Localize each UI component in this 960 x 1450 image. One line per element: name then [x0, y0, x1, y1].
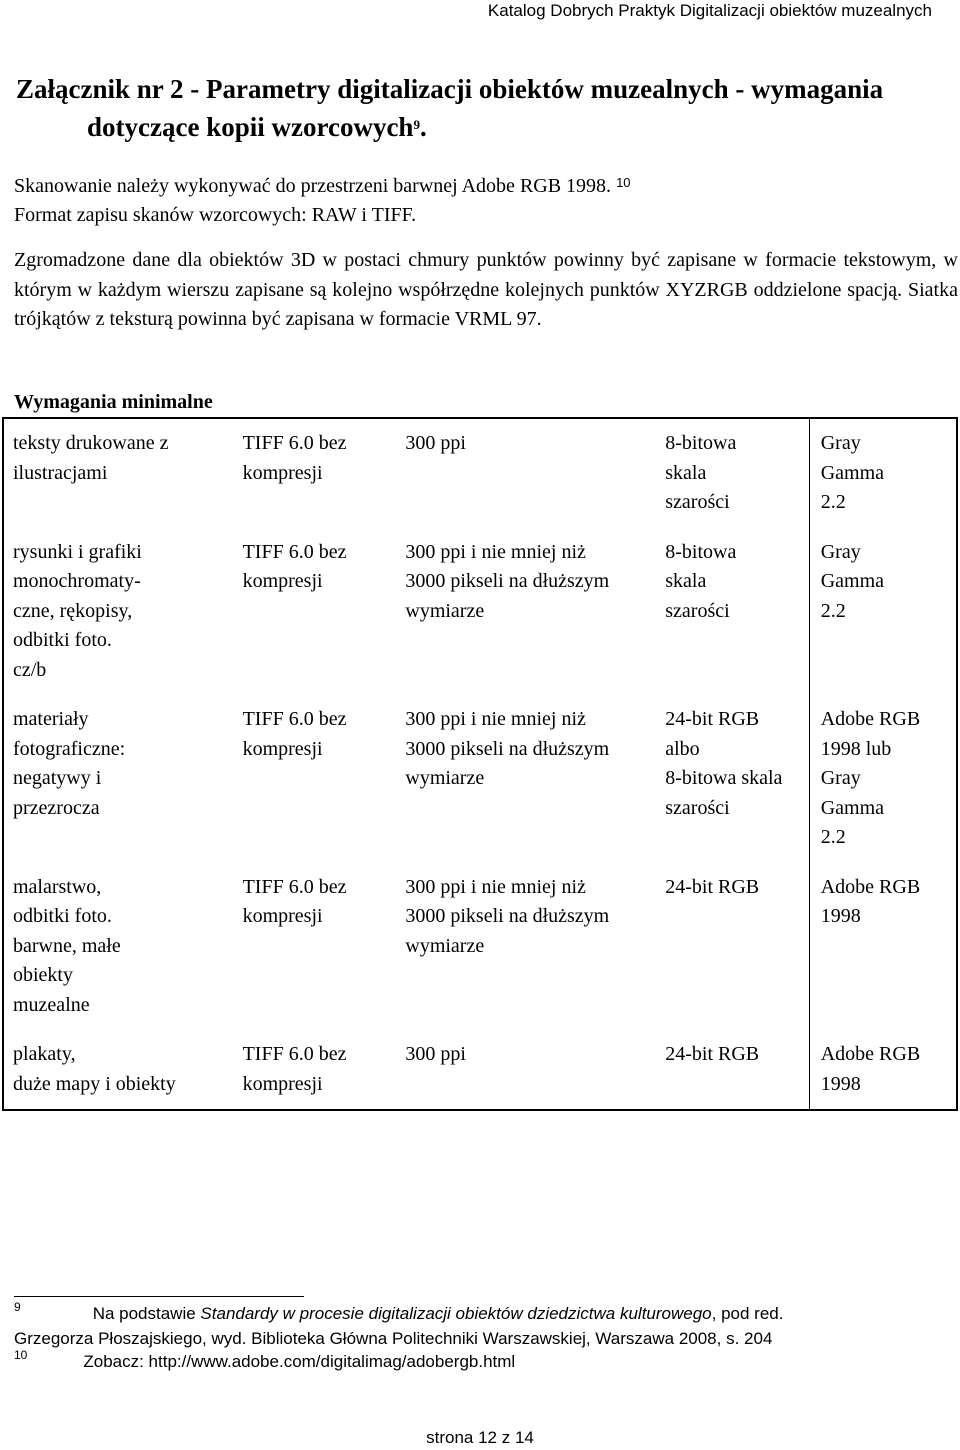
- cell-line: materiały: [13, 708, 89, 730]
- cell-line: kompresji: [242, 737, 323, 760]
- footnotes: [14, 1302, 944, 1375]
- color-profile-cell: [809, 695, 957, 863]
- cell-line: 24-bit RGB: [665, 708, 760, 730]
- cell-line: 300 ppi: [405, 1043, 466, 1065]
- footnote-separator: [14, 1296, 304, 1297]
- cell-line: odbitki foto.: [13, 629, 112, 651]
- table-row: [3, 528, 957, 696]
- parameters-table: [2, 417, 958, 1111]
- resolution-cell: [397, 418, 657, 528]
- table-row: [3, 863, 957, 1031]
- requirements-heading: Wymagania minimalne: [14, 391, 213, 413]
- footnote-ref-9[interactable]: 9: [413, 117, 420, 132]
- page-number: strona 12 z 14: [426, 1428, 534, 1447]
- cell-line: Gray: [820, 767, 861, 789]
- color-depth-cell: [657, 695, 809, 863]
- cell-line: odbitki foto.: [13, 905, 112, 927]
- cell-line: TIFF 6.0 bez: [242, 1043, 347, 1065]
- cell-line: skala: [665, 461, 707, 484]
- cell-line: TIFF 6.0 bez: [242, 540, 347, 563]
- cell-line: wymiarze: [405, 934, 485, 957]
- cell-line: szarości: [665, 599, 730, 622]
- cell-line: teksty drukowane z: [13, 432, 169, 454]
- object-type-cell: [3, 695, 235, 863]
- cell-line: kompresji: [242, 905, 323, 927]
- cell-line: wymiarze: [405, 599, 485, 622]
- cell-line: 24-bit RGB: [665, 1043, 760, 1065]
- cell-line: negatywy i: [13, 767, 102, 789]
- cell-line: Gamma: [820, 796, 885, 819]
- color-profile-cell: [809, 418, 957, 528]
- color-depth-cell: [657, 1030, 809, 1110]
- table-row: [3, 1030, 957, 1110]
- cell-line: 24-bit RGB: [665, 875, 760, 898]
- file-format-cell: [235, 418, 398, 528]
- cell-line: plakaty,: [13, 1043, 76, 1065]
- intro-line-format: Format zapisu skanów wzorcowych: RAW i TIFF.: [14, 204, 417, 226]
- color-depth-cell: [657, 528, 809, 696]
- intro-line-color-space: Skanowanie należy wykonywać do przestrzeni barwnej Adobe RGB 1998. $^{10}$: [14, 175, 631, 197]
- footnote-9: $^9$ Na podstawie Standardy w procesie digitalizacji obiektów dziedzictwa kulturowego, pod red.: [14, 1300, 784, 1323]
- cell-line: muzealne: [13, 993, 90, 1016]
- cell-line: rysunki i grafiki: [13, 540, 142, 563]
- cell-line: kompresji: [242, 570, 323, 592]
- cell-line: 300 ppi: [405, 432, 466, 454]
- cell-line: duże mapy i obiekty: [13, 1072, 176, 1095]
- resolution-cell: [397, 695, 657, 863]
- cell-line: malarstwo,: [13, 875, 102, 898]
- intro-text: [14, 172, 631, 230]
- file-format-cell: [235, 1030, 398, 1110]
- cell-line: albo: [665, 737, 700, 760]
- cell-line: czne, rękopisy,: [13, 599, 133, 622]
- cell-line: 3000 pikseli na dłuższym: [405, 737, 610, 760]
- footnote-9-line-2: Grzegorza Płoszajskiego, wyd. Biblioteka Główna Politechniki Warszawskiej, Warszawa 2008, s. 204: [14, 1329, 773, 1348]
- cell-line: TIFF 6.0 bez: [242, 708, 347, 730]
- resolution-cell: [397, 528, 657, 696]
- cell-line: 300 ppi i nie mniej niż: [405, 540, 586, 563]
- resolution-cell: [397, 1030, 657, 1110]
- object-type-cell: [3, 863, 235, 1031]
- cell-line: Gamma: [820, 570, 885, 592]
- cell-line: 300 ppi i nie mniej niż: [405, 708, 586, 730]
- cell-line: 8-bitowa: [665, 432, 737, 454]
- cell-line: 3000 pikseli na dłuższym: [405, 570, 610, 592]
- cell-line: Gamma: [820, 461, 885, 484]
- cell-line: 300 ppi i nie mniej niż: [405, 875, 586, 898]
- cell-line: przezrocza: [13, 796, 100, 819]
- cell-line: cz/b: [13, 658, 47, 681]
- cell-line: Adobe RGB: [820, 1043, 921, 1065]
- color-depth-cell: [657, 863, 809, 1031]
- cell-line: skala: [665, 570, 707, 592]
- cell-line: szarości: [665, 491, 730, 513]
- cell-line: barwne, małe: [13, 934, 121, 957]
- object-type-cell: [3, 528, 235, 696]
- cell-line: 3000 pikseli na dłuższym: [405, 905, 610, 927]
- cited-title: Standardy w procesie digitalizacji obiektów dziedzictwa kulturowego: [200, 1304, 712, 1323]
- cell-line: TIFF 6.0 bez: [242, 875, 347, 898]
- title-line-1: Załącznik nr 2 - Parametry digitalizacji obiektów muzealnych - wymagania: [16, 74, 884, 104]
- footnote-10: $^{10}$ Zobacz: http://www.adobe.com/digitalimag/adobergb.html: [14, 1348, 516, 1371]
- page-title: [16, 70, 960, 146]
- cell-line: Adobe RGB: [820, 875, 921, 898]
- color-profile-cell: [809, 528, 957, 696]
- table-row: [3, 418, 957, 528]
- cell-line: 2.2: [820, 599, 846, 622]
- object-type-cell: [3, 418, 235, 528]
- table-row: [3, 695, 957, 863]
- cell-line: Gray: [820, 540, 861, 563]
- cell-line: 1998 lub: [820, 737, 892, 760]
- cell-line: 1998: [820, 905, 861, 927]
- cell-line: 2.2: [820, 826, 846, 848]
- cell-line: Adobe RGB: [820, 708, 921, 730]
- cell-line: kompresji: [242, 1072, 323, 1095]
- cell-line: wymiarze: [405, 767, 485, 789]
- cell-line: fotograficzne:: [13, 737, 126, 760]
- cell-line: 8-bitowa skala: [665, 767, 783, 789]
- color-depth-cell: [657, 418, 809, 528]
- title-line-2: dotyczące kopii wzorcowych$^9$.: [87, 112, 427, 142]
- cell-line: 1998: [820, 1072, 861, 1095]
- color-profile-cell: [809, 1030, 957, 1110]
- resolution-cell: [397, 863, 657, 1031]
- cell-line: monochromaty-: [13, 570, 141, 592]
- file-format-cell: [235, 528, 398, 696]
- footnote-10-link[interactable]: Zobacz: http://www.adobe.com/digitalimag/adobergb.html: [83, 1352, 516, 1371]
- cell-line: 2.2: [820, 491, 846, 513]
- color-profile-cell: [809, 863, 957, 1031]
- footnote-ref-10[interactable]: 10: [616, 175, 631, 190]
- cell-line: ilustracjami: [13, 461, 108, 484]
- file-format-cell: [235, 863, 398, 1031]
- paragraph-3d: Zgromadzone dane dla obiektów 3D w postaci chmury punktów powinny być zapisane w formacie tekstowym, w którym w każdym wierszu zapisane są kolejno współrzędne kolejnych punktów XYZRGB oddzielone spacją. Siatka trójkątów z teksturą powinna być zapisana w formacie VRML 97.: [14, 249, 958, 330]
- running-header: Katalog Dobrych Praktyk Digitalizacji obiektów muzealnych: [487, 1, 932, 20]
- cell-line: kompresji: [242, 461, 323, 484]
- file-format-cell: [235, 695, 398, 863]
- object-type-cell: [3, 1030, 235, 1110]
- cell-line: obiekty: [13, 964, 73, 986]
- cell-line: TIFF 6.0 bez: [242, 432, 347, 454]
- cell-line: Gray: [820, 432, 861, 454]
- cell-line: szarości: [665, 796, 730, 819]
- cell-line: 8-bitowa: [665, 540, 737, 563]
